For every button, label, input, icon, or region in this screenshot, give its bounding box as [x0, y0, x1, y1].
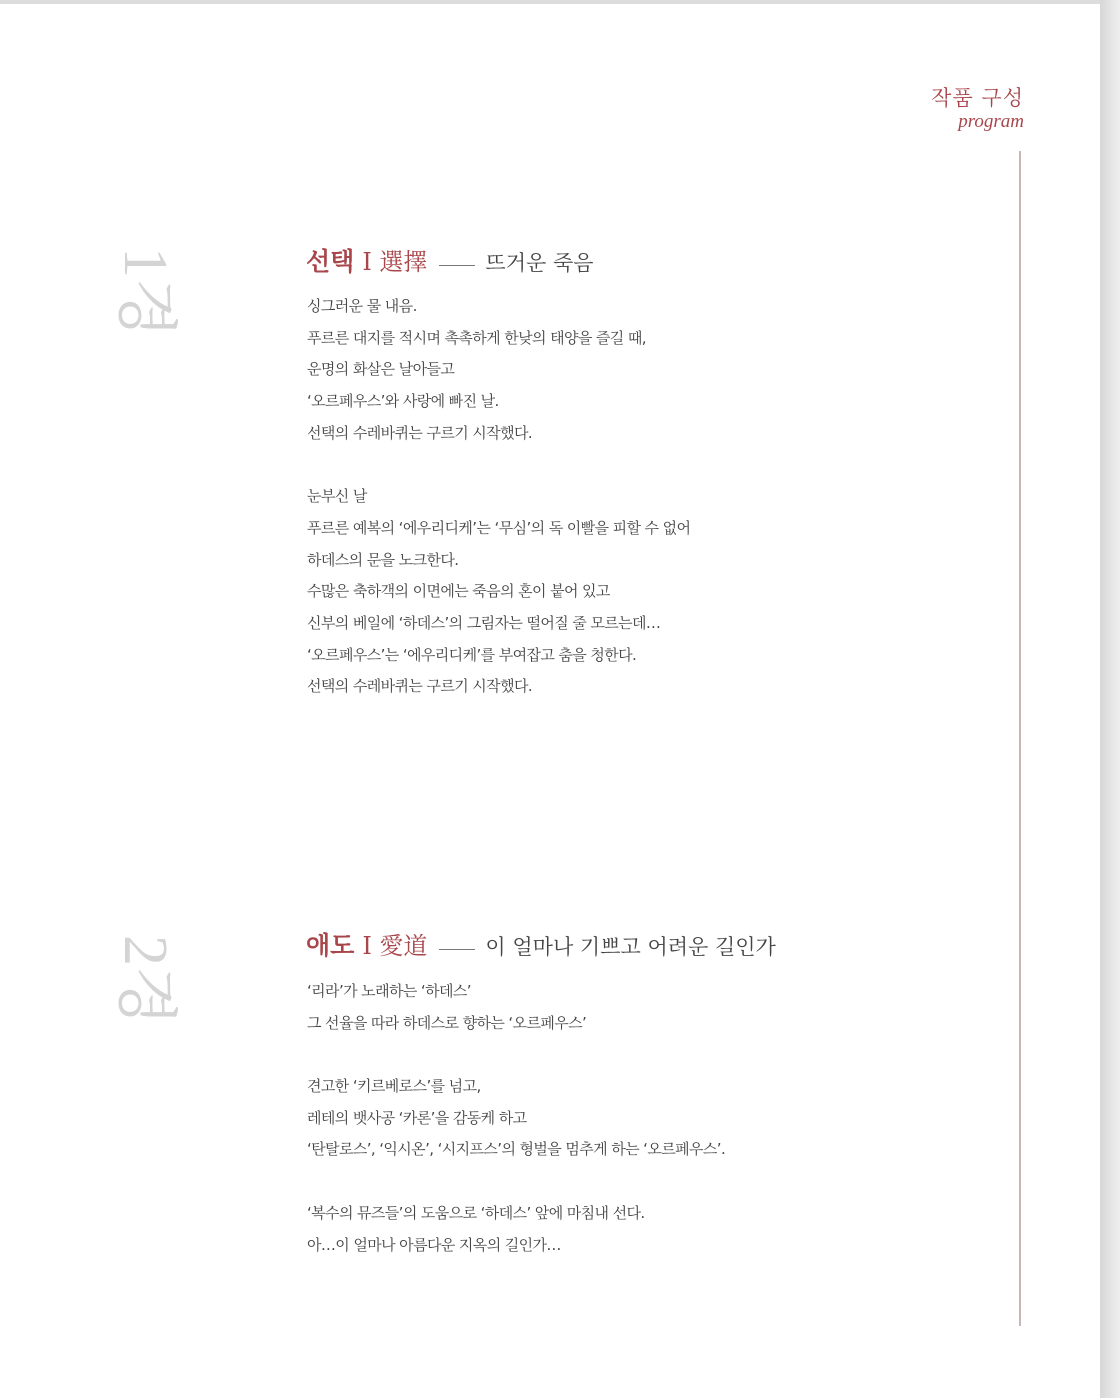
scene-hanja-1: I 選擇	[362, 248, 428, 276]
text-line: ‘오르페우스’는 ‘에우리디케’를 부여잡고 춤을 청한다.	[307, 645, 637, 664]
text-line: 싱그러운 물 내음.	[307, 297, 417, 315]
paragraph-gap	[307, 449, 967, 481]
text-line: 견고한 ‘키르베로스’를 넘고,	[307, 1077, 481, 1096]
text-line: 그 선율을 따라 하데스로 향하는 ‘오르페우스’	[307, 1013, 587, 1032]
text-line: 신부의 베일에 ‘하데스’의 그림자는 떨어질 줄 모르는데…	[307, 613, 661, 632]
text-line: 선택의 수레바퀴는 구르기 시작했다.	[307, 423, 533, 442]
page-edge-shadow	[1100, 0, 1120, 1398]
text-line: 하데스의 문을 노크한다.	[307, 550, 459, 569]
text-line: ‘오르페우스’와 사랑에 빠진 날.	[307, 392, 499, 411]
scene-body-1	[307, 291, 967, 703]
scene-subtitle-1: 뜨거운 죽음	[485, 251, 594, 275]
document-page	[0, 4, 1100, 1398]
text-line: 푸르른 예복의 ‘에우리디케’는 ‘무심’의 독 이빨을 피할 수 없어	[307, 518, 691, 537]
section-subtitle: program	[958, 111, 1024, 132]
heading-dash	[439, 949, 475, 950]
scene-body-2	[307, 976, 967, 1261]
text-line: ‘탄탈로스’, ‘익시온’, ‘시지프스’의 형벌을 멈추게 하는 ‘오르페우스’.	[307, 1140, 726, 1159]
text-line: 레테의 뱃사공 ‘카론’을 감동케 하고	[307, 1108, 527, 1127]
text-line: ‘복수의 뮤즈들’의 도움으로 ‘하데스’ 앞에 마침내 선다.	[307, 1203, 645, 1222]
scene-number-2: 2경	[111, 934, 179, 1026]
scene-heading-2	[306, 926, 776, 962]
text-line: 운명의 화살은 날아들고	[307, 360, 455, 379]
text-line: 눈부신 날	[307, 487, 367, 506]
vertical-divider	[1019, 151, 1021, 1326]
scene-title-2: 애도	[306, 931, 355, 960]
text-line: 선택의 수레바퀴는 구르기 시작했다.	[307, 677, 533, 696]
scene-subtitle-2: 이 얼마나 기쁘고 어려운 길인가	[485, 935, 776, 959]
text-line: 수많은 축하객의 이면에는 죽음의 혼이 붙어 있고	[307, 582, 610, 601]
scene-number-1: 1경	[111, 246, 179, 338]
text-line: 푸르른 대지를 적시며 촉촉하게 한낮의 태양을 즐길 때,	[307, 328, 646, 347]
section-title: 작품 구성	[931, 86, 1024, 110]
scene-title-1: 선택	[306, 247, 355, 276]
scene-hanja-2: I 愛道	[362, 932, 428, 960]
heading-dash	[439, 265, 475, 266]
paragraph-gap	[307, 1039, 967, 1071]
paragraph-gap	[307, 1166, 967, 1198]
text-line: ‘리라’가 노래하는 ‘하데스’	[307, 982, 471, 1000]
text-line: 아…이 얼마나 아름다운 지옥의 길인가…	[307, 1235, 561, 1254]
scene-heading-1	[306, 242, 594, 278]
